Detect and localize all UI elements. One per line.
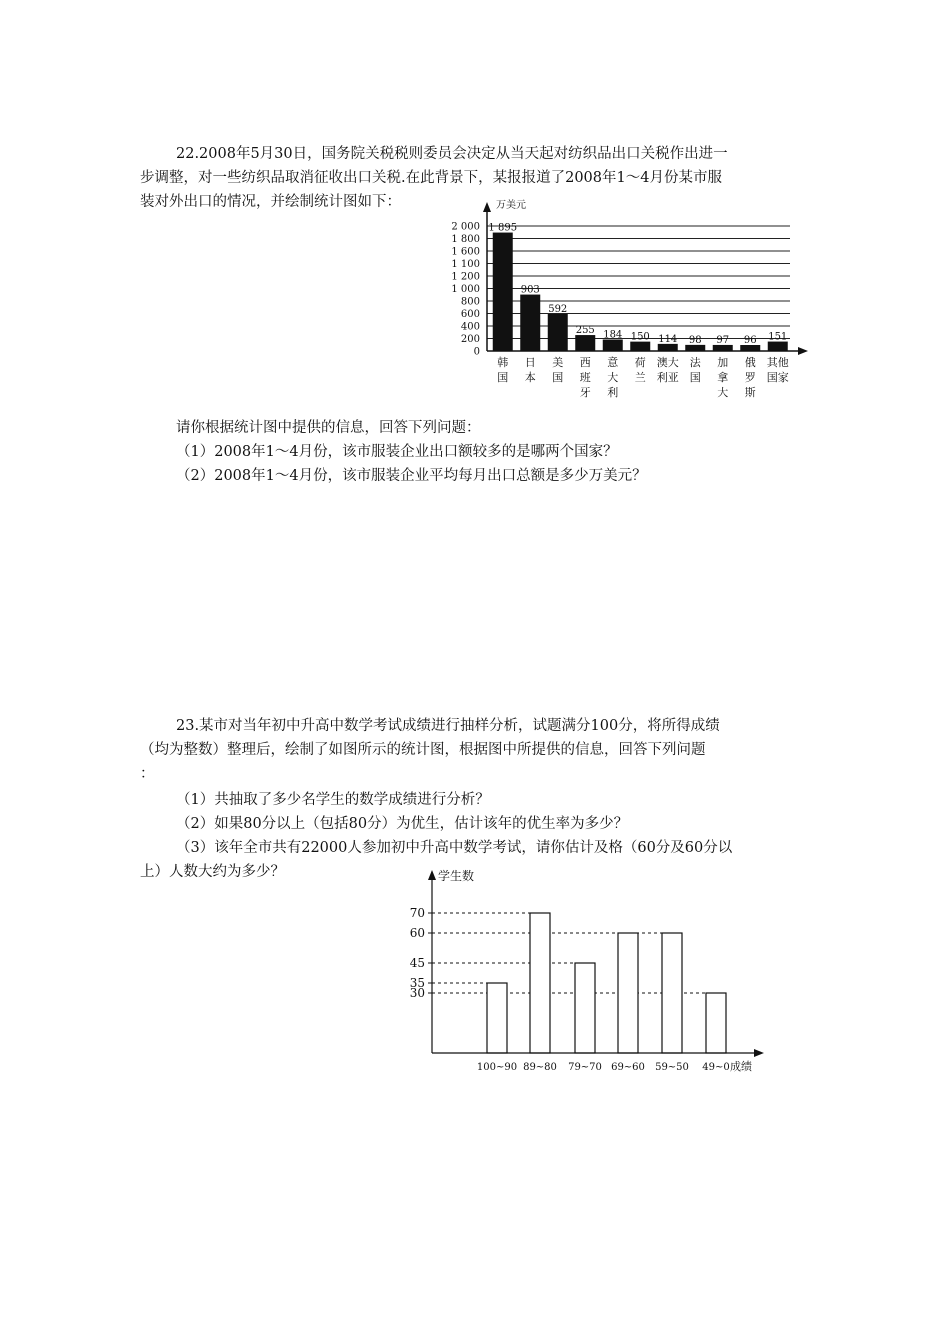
x-category-label: 牙 bbox=[579, 386, 591, 399]
y-tick-label: 2 000 bbox=[451, 221, 480, 233]
x-category-label: 拿 bbox=[717, 371, 729, 384]
x-category-label: 国 bbox=[497, 371, 509, 384]
bar bbox=[548, 314, 568, 351]
q23-question-3-cont bbox=[140, 860, 440, 884]
score-histogram bbox=[400, 860, 780, 1080]
y-tick-label: 200 bbox=[460, 334, 480, 345]
value-label: 255 bbox=[575, 325, 595, 337]
x-category-label: 国 bbox=[689, 371, 701, 384]
q23-intro-line2: （均为整数）整理后，绘制了如图所示的统计图，根据图中所提供的信息，回答下列问题 bbox=[140, 742, 706, 758]
y-tick-label: 70 bbox=[409, 906, 425, 920]
y-tick-label: 60 bbox=[409, 926, 425, 940]
bar bbox=[603, 340, 623, 352]
q23-question-3-line1: （3）该年全市共有22000人参加初中升高中数学考试，请你估计及格（60分及60分以 bbox=[176, 840, 733, 856]
y-tick-label: 1 600 bbox=[451, 246, 480, 258]
y-axis-arrow bbox=[483, 202, 491, 212]
value-label: 97 bbox=[716, 334, 730, 346]
y-tick-label: 45 bbox=[409, 956, 425, 970]
x-category-label: 69~60 bbox=[611, 1062, 645, 1073]
x-category-label: 大 bbox=[607, 371, 619, 384]
q22-intro-line2: 步调整，对一些纺织品取消征收出口关税.在此背景下，某报报道了2008年1～4月份某市服 bbox=[140, 170, 722, 186]
x-category-label: 班 bbox=[579, 371, 591, 384]
bar bbox=[658, 344, 678, 351]
q22-questions bbox=[140, 416, 820, 440]
y-axis-arrow bbox=[428, 870, 436, 880]
q23-question-2: （2）如果80分以上（包括80分）为优生，估计该年的优生率为多少？ bbox=[176, 816, 629, 832]
x-category-label: 澳大 bbox=[656, 356, 679, 369]
q23-intro-line3: ： bbox=[140, 766, 155, 782]
x-category-label: 国 bbox=[552, 371, 564, 384]
q23-question-1: （1）共抽取了多少名学生的数学成绩进行分析？ bbox=[176, 792, 490, 808]
x-category-label: 49~0 bbox=[702, 1062, 730, 1073]
y-tick-label: 1 800 bbox=[451, 234, 480, 245]
bar bbox=[768, 342, 788, 351]
x-category-label: 59~50 bbox=[655, 1062, 689, 1073]
x-category-label: 斯 bbox=[744, 386, 756, 399]
q23-subquestions bbox=[176, 788, 826, 860]
y-tick-label: 1 200 bbox=[451, 271, 480, 283]
q23-intro-rest bbox=[140, 738, 820, 786]
bar bbox=[520, 295, 540, 351]
x-category-label: 俄 bbox=[744, 356, 756, 369]
x-category-label: 79~70 bbox=[568, 1062, 602, 1073]
x-category-label: 荷 bbox=[634, 356, 646, 369]
value-label: 592 bbox=[548, 304, 568, 315]
bar bbox=[706, 993, 726, 1053]
q23-question-3-line2: 上）人数大约为多少？ bbox=[140, 864, 285, 880]
bar bbox=[630, 342, 650, 351]
y-axis-label: 学生数 bbox=[438, 869, 475, 883]
value-label: 150 bbox=[630, 331, 650, 343]
q22-intro-line1: 22.2008年5月30日，国务院关税税则委员会决定从当天起对纺织品出口关税作出进一 bbox=[176, 146, 728, 162]
bar bbox=[487, 983, 507, 1053]
x-category-label: 利亚 bbox=[656, 371, 679, 384]
x-category-label: 兰 bbox=[634, 371, 646, 384]
x-category-label: 美 bbox=[552, 356, 564, 369]
y-tick-label: 600 bbox=[460, 309, 480, 320]
export-bar-chart bbox=[430, 196, 820, 406]
y-tick-label: 30 bbox=[409, 986, 425, 1000]
x-category-label: 本 bbox=[524, 371, 536, 384]
q22-question-2: （2）2008年1～4月份，该市服装企业平均每月出口总额是多少万美元？ bbox=[176, 468, 647, 484]
y-tick-label: 1 100 bbox=[451, 259, 480, 270]
y-tick-label: 400 bbox=[460, 321, 480, 333]
y-tick-label: 0 bbox=[473, 346, 480, 358]
x-axis-label: 成绩 bbox=[730, 1060, 752, 1073]
x-category-label: 西 bbox=[579, 356, 591, 369]
value-label: 184 bbox=[603, 329, 623, 341]
bar bbox=[575, 963, 595, 1053]
value-label: 1 895 bbox=[488, 222, 518, 234]
x-category-label: 大 bbox=[717, 386, 729, 399]
x-axis-arrow bbox=[798, 347, 808, 355]
value-label: 903 bbox=[520, 284, 540, 296]
x-category-label: 罗 bbox=[744, 371, 756, 384]
y-axis-label: 万美元 bbox=[496, 200, 526, 211]
bar bbox=[530, 913, 550, 1053]
x-category-label: 100~90 bbox=[476, 1062, 518, 1073]
x-category-label: 意 bbox=[607, 356, 619, 369]
x-category-label: 其他 bbox=[766, 356, 789, 369]
q23-intro-line1: 23.某市对当年初中升高中数学考试成绩进行抽样分析，试题满分100分，将所得成绩 bbox=[176, 718, 720, 734]
x-category-label: 法 bbox=[689, 356, 701, 369]
value-label: 151 bbox=[768, 331, 788, 343]
y-tick-label: 800 bbox=[460, 296, 480, 308]
x-category-label: 利 bbox=[607, 386, 619, 399]
x-axis-arrow bbox=[754, 1049, 764, 1057]
x-category-label: 89~80 bbox=[523, 1062, 557, 1073]
value-label: 96 bbox=[743, 335, 757, 346]
x-category-label: 加 bbox=[717, 356, 729, 369]
y-tick-label: 1 000 bbox=[451, 284, 480, 295]
value-label: 114 bbox=[658, 333, 678, 345]
q22-intro bbox=[140, 142, 820, 166]
q22-prompt: 请你根据统计图中提供的信息，回答下列问题： bbox=[176, 420, 481, 436]
x-category-label: 日 bbox=[524, 356, 536, 369]
q23-intro bbox=[140, 714, 820, 738]
q22-subquestions bbox=[176, 440, 816, 488]
x-category-label: 韩 bbox=[497, 356, 509, 369]
q22-intro-line3: 装对外出口的情况，并绘制统计图如下： bbox=[140, 194, 401, 210]
q22-question-1: （1）2008年1～4月份，该市服装企业出口额较多的是哪两个国家？ bbox=[176, 444, 618, 460]
value-label: 98 bbox=[688, 334, 702, 346]
bar bbox=[493, 233, 513, 351]
y-tick-label: 35 bbox=[409, 976, 425, 990]
bar bbox=[662, 933, 682, 1053]
bar bbox=[575, 335, 595, 351]
bar bbox=[618, 933, 638, 1053]
x-category-label: 国家 bbox=[766, 371, 789, 384]
